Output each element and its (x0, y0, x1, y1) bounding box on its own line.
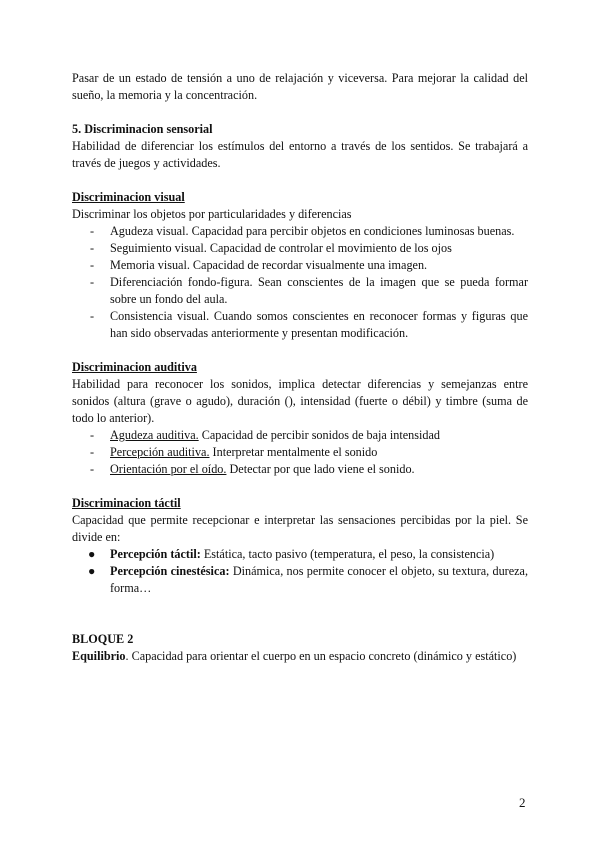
intro-paragraph: Pasar de un estado de tensión a uno de relajación y viceversa. Para mejorar la calidad del sueño, la memoria y la concentración. (72, 71, 528, 102)
list-item (72, 546, 528, 563)
bullet-icon: ● (88, 547, 96, 561)
visual-intro: Discriminar los objetos por particularidades y diferencias (72, 207, 352, 221)
list-item: - Agudeza visual. Capacidad para percibir objetos en condiciones luminosas buenas. (72, 223, 528, 240)
auditiva-list (72, 427, 528, 478)
list-item: - Diferenciación fondo-figura. Sean conscientes de la imagen que se pueda formar sobre un fondo del aula. (72, 274, 528, 308)
list-item: - Consistencia visual. Cuando somos conscientes en reconocer formas y figuras que han sido observadas anteriormente y presentan modificación. (72, 308, 528, 342)
list-item-text: Interpretar mentalmente el sonido (209, 445, 378, 459)
list-item: - Memoria visual. Capacidad de recordar visualmente una imagen. (72, 257, 528, 274)
tactil-list (72, 546, 528, 597)
list-item (72, 444, 528, 461)
list-item-text: Dinámica, nos permite conocer el objeto, su textura, dureza, forma… (110, 564, 528, 595)
list-item-term: Agudeza auditiva. (110, 428, 199, 442)
auditiva-title: Discriminacion auditiva (72, 360, 197, 374)
tactil-title: Discriminacion táctil (72, 496, 181, 510)
visual-title: Discriminacion visual (72, 190, 185, 204)
equilibrio-term: Equilibrio (72, 649, 126, 663)
document-page (72, 70, 528, 665)
visual-list (72, 223, 528, 342)
tactil-intro: Capacidad que permite recepcionar e interpretar las sensaciones percibidas por la piel. Se divide en: (72, 513, 528, 544)
list-item-term: Percepción táctil: (110, 547, 201, 561)
list-item-term: Orientación por el oído. (110, 462, 227, 476)
list-item-text: Estática, tacto pasivo (temperatura, el peso, la consistencia) (200, 547, 495, 561)
list-item-text: Detectar por que lado viene el sonido. (226, 462, 415, 476)
equilibrio-definition: . Capacidad para orientar el cuerpo en un espacio concreto (dinámico y estático) (125, 649, 517, 663)
list-item-term: Percepción auditiva. (110, 445, 210, 459)
section-5-text: Habilidad de diferenciar los estímulos del entorno a través de los sentidos. Se trabajará a través de juegos y actividades. (72, 139, 528, 170)
bloque-2-text (72, 648, 528, 665)
list-item-term: Percepción cinestésica: (110, 564, 230, 578)
bloque-2-title: BLOQUE 2 (72, 632, 134, 646)
list-item (72, 563, 528, 597)
auditiva-intro: Habilidad para reconocer los sonidos, implica detectar diferencias y semejanzas entre sonidos (altura (grave o agudo), duración (), intensidad (fuerte o débil) y timbre (suma de todo lo anterior). (72, 377, 528, 425)
list-item (72, 427, 528, 444)
list-item-text: Capacidad de percibir sonidos de baja intensidad (198, 428, 440, 442)
page-number: 2 (519, 795, 526, 810)
list-item: - Seguimiento visual. Capacidad de controlar el movimiento de los ojos (72, 240, 528, 257)
section-5-title: 5. Discriminacion sensorial (72, 122, 213, 136)
list-item (72, 461, 528, 478)
bullet-icon: ● (88, 564, 96, 578)
